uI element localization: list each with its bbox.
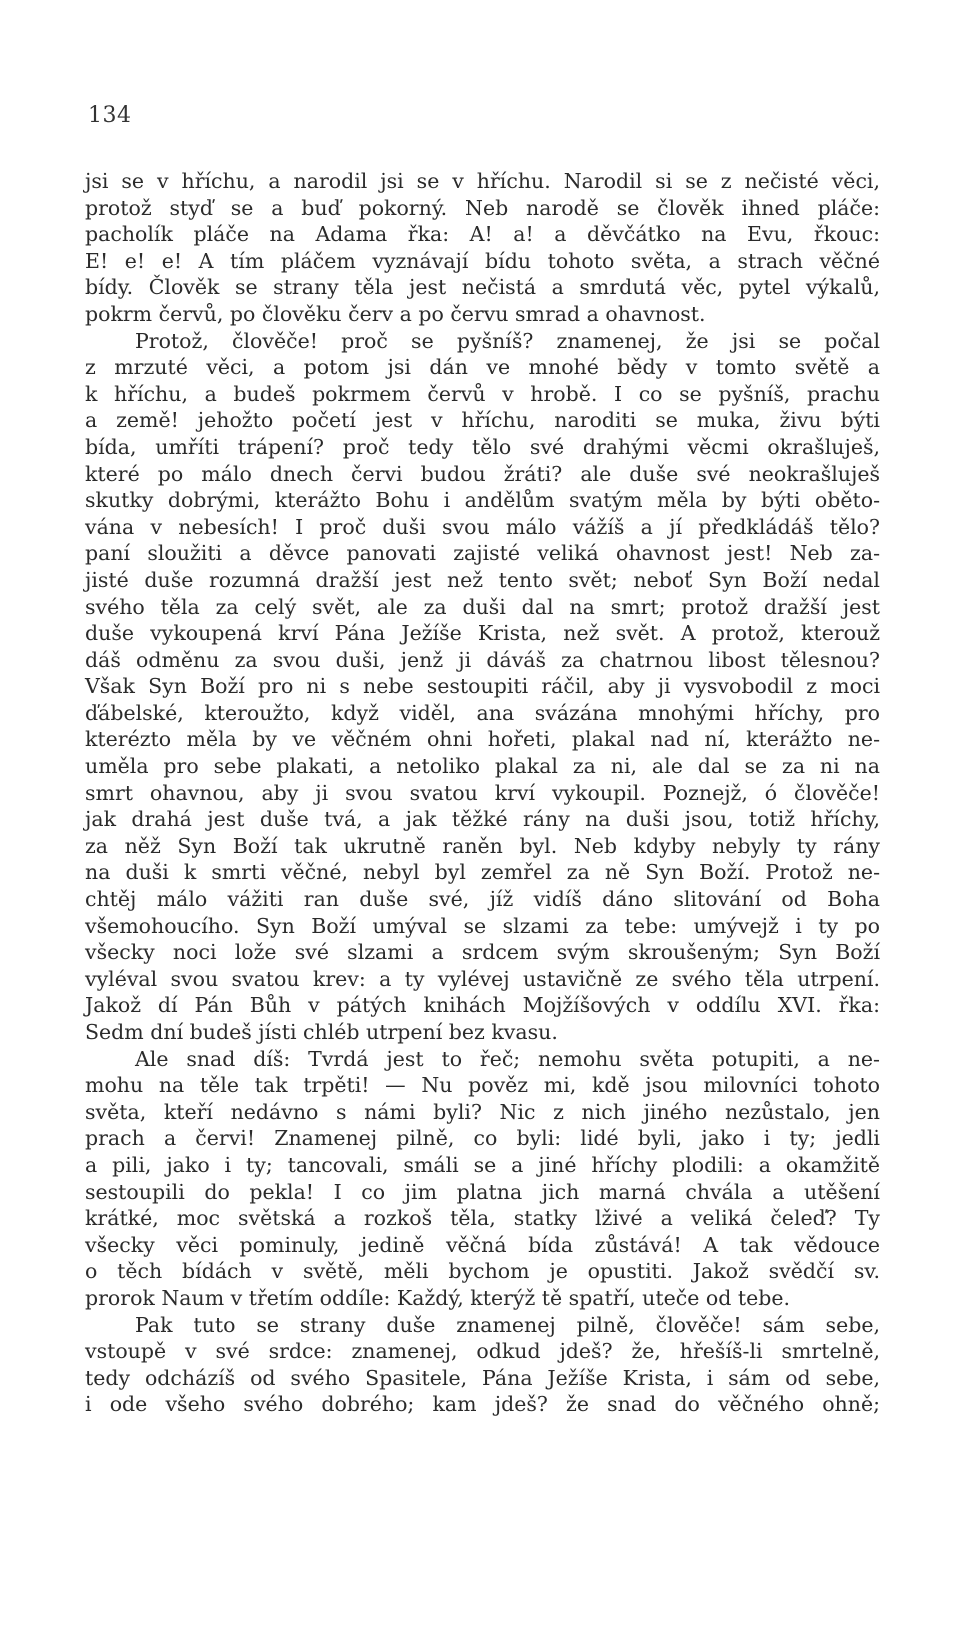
text-line: Ale snad díš: Tvrdá jest to řeč; nemohu světa potupiti, a ne- xyxy=(135,1046,880,1071)
text-line: kterézto měla by ve věčném ohni hořeti, plakal nad ní, kterážto ne- xyxy=(85,727,880,752)
text-line: k hříchu, a budeš pokrmem červů v hrobě. I co se pyšníš, prachu xyxy=(85,381,880,406)
text-line: Sedm dní budeš jísti chléb utrpení bez kvasu. xyxy=(85,1020,558,1044)
text-line: světa, kteří nedávno s námi byli? Nic z nich jiného nezůstalo, jen xyxy=(85,1099,880,1124)
text-line: za něž Syn Boží tak ukrutně raněn byl. Neb kdyby nebyly ty rány xyxy=(85,833,880,858)
text-line: jak drahá jest duše tvá, a jak těžké rány na duši jsou, totiž hříchy, xyxy=(85,807,880,832)
text-line: Jakož dí Pán Bůh v pátých knihách Mojžíšových v oddílu XVI. řka: xyxy=(85,993,880,1018)
text-line: Pak tuto se strany duše znamenej pilně, člověče! sám sebe, xyxy=(135,1312,880,1337)
text-line: o těch bídách v světě, měli bychom je opustiti. Jakož svědčí sv. xyxy=(85,1259,880,1284)
text-line: bídy. Člověk se strany těla jest nečistá a smrdutá věc, pytel výkalů, xyxy=(85,275,880,300)
text-line: Protož, člověče! proč se pyšníš? znamenej, že jsi se počal xyxy=(135,328,880,353)
text-line: sestoupili do pekla! I co jim platna jich marná chvála a utěšení xyxy=(85,1179,880,1204)
body-text xyxy=(85,168,880,1418)
text-line: krátké, moc světská a rozkoš těla, statky lživé a veliká čeleď? Ty xyxy=(85,1206,880,1231)
text-line: uměla pro sebe plakati, a netoliko plakal za ni, ale dal se za ni na xyxy=(85,754,880,779)
text-line: chtěj málo vážiti ran duše své, jíž vidíš dáno slitování od Boha xyxy=(85,887,880,912)
text-line: svého těla za celý svět, ale za duši dal na smrt; protož dražší jest xyxy=(85,594,880,619)
text-line: smrt ohavnou, aby ji svou svatou krví vykoupil. Poznejž, ó člověče! xyxy=(85,780,880,805)
text-line: které po málo dnech červi budou žráti? ale duše své neokrašluješ xyxy=(85,461,880,486)
text-line: jsi se v hříchu, a narodil jsi se v hříchu. Narodil si se z nečisté věci, xyxy=(85,169,880,193)
text-line: dáš odměnu za svou duši, jenž ji dáváš za chatrnou libost tělesnou? xyxy=(85,647,880,672)
text-line: duše vykoupená krví Pána Ježíše Krista, než svět. A protož, kterouž xyxy=(85,621,880,646)
text-line: vána v nebesích! I proč duši svou málo vážíš a jí předkládáš tělo? xyxy=(85,514,880,539)
text-line: všecky věci pominuly, jedině věčná bída zůstává! A tak vědouce xyxy=(85,1232,880,1257)
text-line: vyléval svou svatou krev: a ty vylévej ustavičně ze svého těla utrpení. xyxy=(85,966,880,991)
text-line: i ode všeho svého dobrého; kam jdeš? že snad do věčného ohně; xyxy=(85,1392,880,1417)
text-line: tedy odcházíš od svého Spasitele, Pána Ježíše Krista, i sám od sebe, xyxy=(85,1365,880,1390)
text-line: E! e! e! A tím pláčem vyznávají bídu tohoto světa, a strach věčné xyxy=(85,248,880,273)
text-line: ďábelské, kteroužto, když viděl, ana svázána mnohými hříchy, pro xyxy=(85,700,880,725)
text-line: mohu na těle tak trpěti! — Nu pověz mi, kdě jsou milovníci tohoto xyxy=(85,1073,880,1098)
text-line: bída, umříti trápení? proč tedy tělo své drahými věcmi okrašluješ, xyxy=(85,434,880,459)
text-line: pacholík pláče na Adama řka: A! a! a děvčátko na Evu, řkouc: xyxy=(85,222,880,247)
text-line: z mrzuté věci, a potom jsi dán ve mnohé bědy v tomto světě a xyxy=(85,355,880,380)
text-line: všecky noci lože své slzami a srdcem svým skroušeným; Syn Boží xyxy=(85,940,880,965)
text-line: prorok Naum v třetím oddíle: Každý, kterýž tě spatří, uteče od tebe. xyxy=(85,1285,790,1310)
text-line: paní sloužiti a děvce panovati zajisté veliká ohavnost jest! Neb za- xyxy=(85,541,880,566)
text-line: jisté duše rozumná dražší jest než tento svět; neboť Syn Boží nedal xyxy=(85,567,880,592)
text-line: prach a červi! Znamenej pilně, co byli: lidé byli, jako i ty; jedli xyxy=(85,1126,880,1151)
text-line: všemohoucího. Syn Boží umýval se slzami za tebe: umývejž i ty po xyxy=(85,913,880,938)
text-line: a pili, jako i ty; tancovali, smáli se a jiné hříchy plodili: a okamžitě xyxy=(85,1152,880,1177)
text-line: Však Syn Boží pro ni s nebe sestoupiti ráčil, aby ji vysvobodil z moci xyxy=(85,674,880,699)
text-line: protož styď se a buď pokorný. Neb narodě se člověk ihned pláče: xyxy=(85,195,880,220)
text-line: skutky dobrými, kterážto Bohu i andělům svatým měla by býti oběto- xyxy=(85,488,880,513)
text-line: a země! jehožto početí jest v hříchu, naroditi se muka, živu býti xyxy=(85,408,880,433)
text-line: na duši k smrti věčné, nebyl byl zemřel za ně Syn Boží. Protož ne- xyxy=(85,860,880,885)
text-line: vstoupě v své srdce: znamenej, odkud jdeš? že, hřešíš-li smrtelně, xyxy=(85,1339,880,1364)
page-number: 134 xyxy=(88,103,132,128)
text-line: pokrm červů, po člověku červ a po červu smrad a ohavnost. xyxy=(85,301,706,326)
